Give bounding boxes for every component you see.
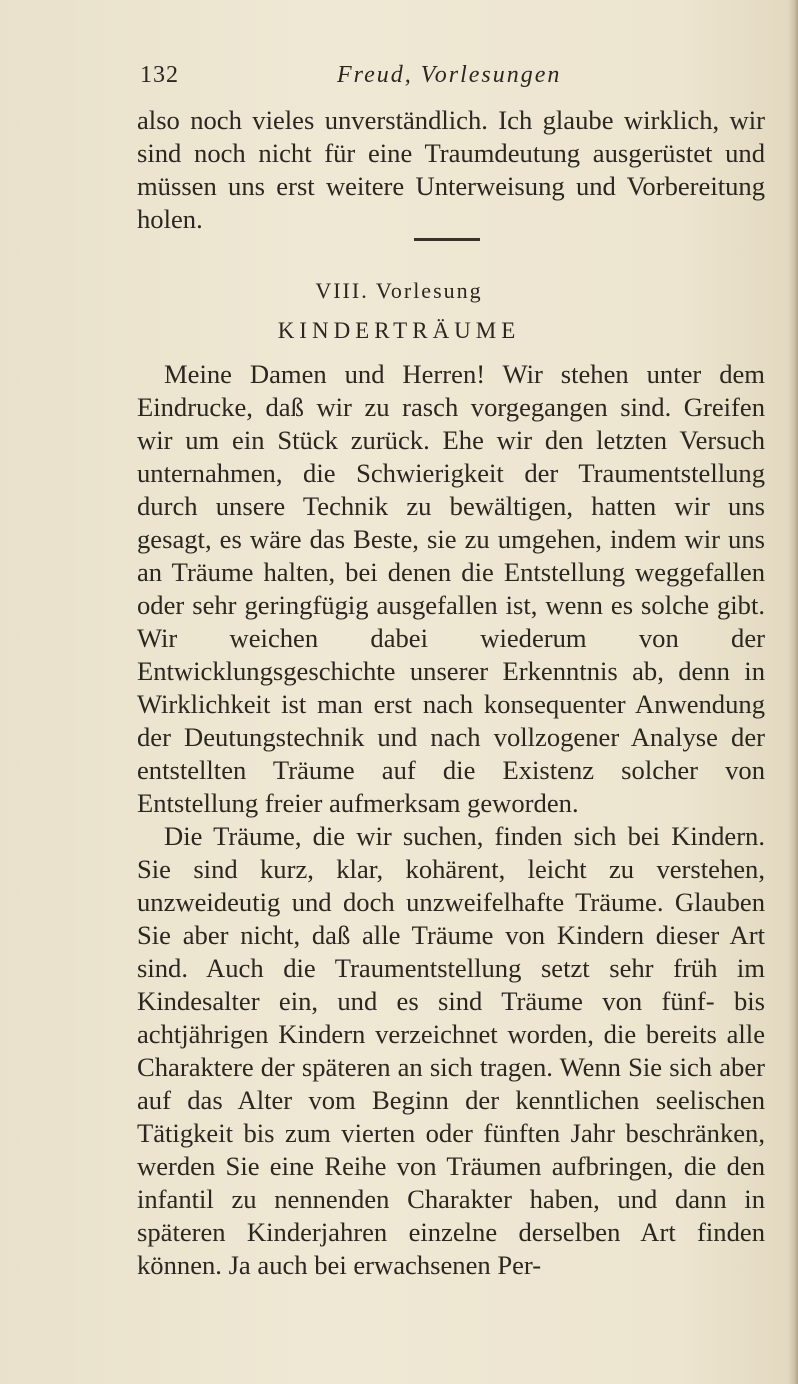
chapter-title: KINDERTRÄUME xyxy=(277,318,521,343)
page-number: 132 xyxy=(140,62,179,88)
body-paragraph-1: Meine Damen und Herren! Wir stehen unter dem Eindrucke, daß wir zu rasch vorgegangen sind. Greifen wir um ein Stück zurück. Ehe wir den letzten Versuch unternahmen, die Schwierigkeit der Traumentstellung durch unsere Technik zu bewältigen, hatten wir uns gesagt, es wäre das Beste, sie zu umgehen, indem wir uns an Träume halten, bei denen die Entstellung weggefallen oder sehr geringfügig ausgefallen ist, wenn es solche gibt. Wir weichen dabei wiederum von der Entwicklungsgeschichte unserer Erkenntnis ab, denn in Wirklichkeit ist man erst nach konsequenter Anwendung der Deutungstechnik und nach vollzogener Analyse der entstellten Träume auf die Existenz solcher von Entstellung freier aufmerksam geworden. xyxy=(137,359,765,818)
intro-text xyxy=(137,104,765,236)
lecture-label: VIII. Vorlesung xyxy=(315,278,483,303)
intro-paragraph: also noch vieles unverständlich. Ich glaube wirklich, wir sind noch nicht für eine Traumdeutung ausgerüstet und müssen uns erst weitere Unterweisung und Vorbereitung holen. xyxy=(137,105,765,234)
page-header xyxy=(140,62,760,102)
page-edge-shadow xyxy=(788,0,798,1384)
running-title: Freud, Vorlesungen xyxy=(337,62,562,88)
body-paragraph-2: Die Träume, die wir suchen, finden sich bei Kindern. Sie sind kurz, klar, kohärent, leicht zu verstehen, unzweideutig und doch unzweifelhafte Träume. Glauben Sie aber nicht, daß alle Träume von Kindern dieser Art sind. Auch die Traumentstellung setzt sehr früh im Kindesalter ein, und es sind Träume von fünf- bis achtjährigen Kindern verzeichnet worden, die bereits alle Charaktere der späteren an sich tragen. Wenn Sie sich aber auf das Alter vom Beginn der kenntlichen seelischen Tätigkeit bis zum vierten oder fünften Jahr beschränken, werden Sie eine Reihe von Träumen aufbringen, die den infantil zu nennenden Charakter haben, und dann in späteren Kinderjahren einzelne derselben Art finden können. Ja auch bei erwachsenen Per- xyxy=(137,821,765,1280)
body-text xyxy=(137,358,765,1282)
section-divider xyxy=(414,238,480,241)
